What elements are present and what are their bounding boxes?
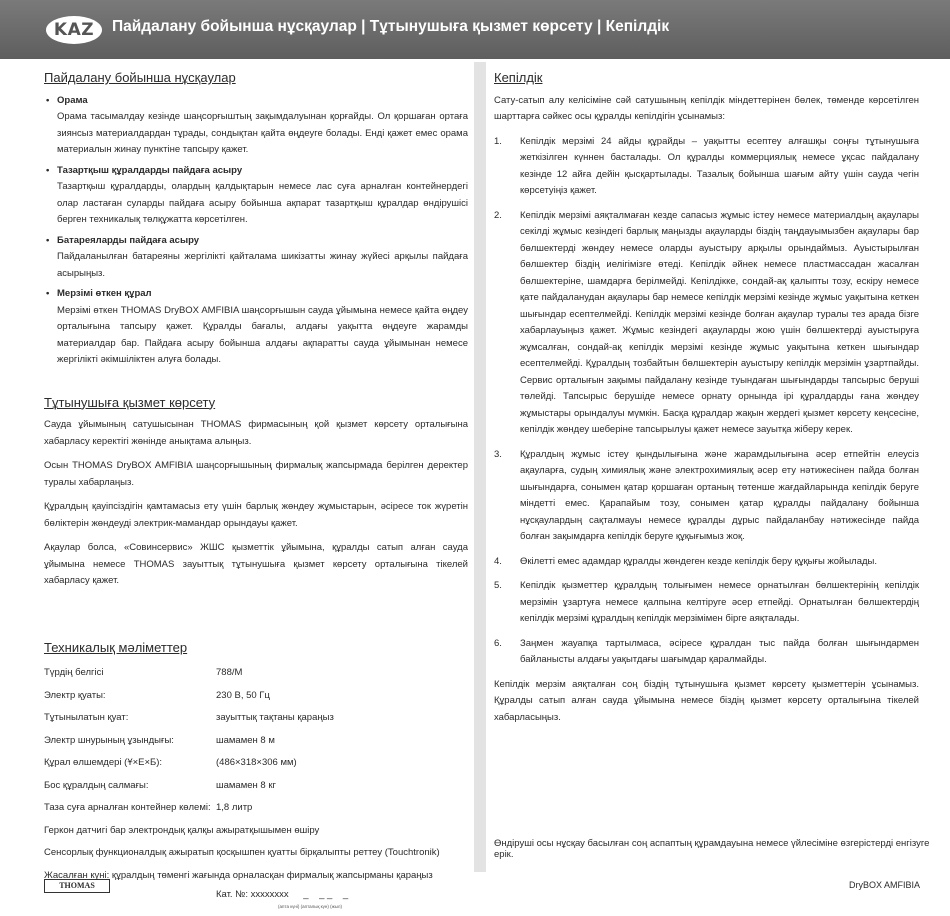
item-number: 4. [494, 555, 502, 567]
spec-value: зауыттық тақтаны қараңыз [216, 712, 334, 723]
item-text: Өкілетті емес адамдар құралды жөндеген кезде кепілдік беру құқығы жойылады. [520, 555, 878, 567]
warranty-title: Кепілдік [494, 70, 543, 85]
spec-label: Құрал өлшемдері (Ұ×Е×Б): [44, 757, 163, 768]
spec-row [44, 707, 468, 730]
spec-label: Тұтынылатын қуат: [44, 712, 129, 723]
spec-label: Таза суға арналған контейнер көлемі: [44, 802, 211, 813]
column-divider [474, 62, 486, 872]
warranty-item [494, 554, 919, 571]
instruction-item-title: • Батареяларды пайдаға асыру [44, 233, 468, 250]
spec-row [44, 730, 468, 753]
warranty-list [494, 134, 919, 669]
instruction-item-text: Орама тасымалдау кезінде шаңсорғыштың зақымдалуынан қорғайды. Ол қоршаған ортаға зиянсыз материалдардан тұрады, сондықтан қайта өңдеуге болады. Енді қажет емес орама материалын жинау пунктіне тапсыру қажет. [57, 111, 468, 155]
spec-value: 1,8 литр [216, 802, 253, 813]
specs-table [44, 662, 468, 909]
model-name: DryBOX AMFIBIA [848, 880, 920, 890]
warranty-item [494, 447, 919, 546]
spec-row [44, 685, 468, 708]
spec-label: Электр қуаты: [44, 689, 106, 701]
warranty-intro: Сату-сатып алу келісіміне сәй сатушының кепілдік міндеттерінен бөлек, төменде көрсетілген шарттарға сәйкес осы құралды кепілдігін ұсынамыз: [494, 94, 919, 122]
service-paragraph: Құралдың қауіпсіздігін қамтамасыз ету үшін барлық жөндеу жұмыстарын, әсіресе ток жүретін бөліктерін жөндеуді электрик-мамандар орындауы қажет. [44, 501, 468, 529]
item-text: Құралдың жұмыс істеу қындылығына және жарамдылығына әсер етпейтін елеусіз ақауларға, судың химиялық және электрохимиялық әсер ету нәтижесінен пайда болған шығындарға, сонымен қатар қоршаған ортаның төтенше жағдайларында кепілдік беруге міндетті емес. Қарапайым тозу, сонымен қатар құралды пайдалану бойынша нұсқаулардың сақталмауы немесе құралды дұрыс пайдаланбау нәтижесінде пайда болған зақымдарға кепілдік беруге құқығымыз жоқ. [520, 448, 919, 542]
service-paragraph: Осын THOMAS DryBOX AMFIBIA шаңсорғышының фирмалық жапсырмада берілген деректер туралы хабарлаңыз. [44, 460, 468, 488]
catalog-number [216, 887, 468, 909]
instruction-item-title: • Орама [44, 93, 468, 110]
catalog-blanks: _ _ _ _ [303, 889, 349, 900]
catalog-label: Кат. №: xxxxxxxx [216, 889, 289, 900]
left-column [44, 70, 468, 909]
page-title: Пайдалану бойынша нұсқаулар | Тұтынушыға қызмет көрсету | Кепілдік [112, 18, 670, 35]
spec-row [44, 752, 468, 775]
thomas-logo: THOMAS [44, 879, 110, 893]
warranty-item [494, 208, 919, 439]
spec-value: шамамен 8 кг [216, 779, 276, 791]
kaz-logo: KAZ [46, 16, 102, 44]
item-text: Кепілдік мерзімі 24 айды құрайды – уақытты есептеу алғашқы соңғы тұтынушыға жеткізілген күннен басталады. Ол құралды коммерциялық немесе ұқсас пайдалану кезінде 12 айға дейін қысқартылады. Тазалық бойынша шағым айту үшін сауда чегін көрсетуіңіз қажет. [520, 135, 919, 196]
spec-value: шамамен 8 м [216, 734, 275, 746]
service-paragraph: Ақаулар болса, «Совинсервис» ЖШС қызметтік ұйымына, құралды сатып алған сауда ұйымына немесе THOMAS зауыттық тұтынушыға қызмет көрсету орталығына тікелей хабарласу қажет. [44, 542, 468, 586]
right-column [494, 70, 919, 734]
instructions-list [44, 93, 468, 369]
manufacturer-note: Өндіруші осы нұсқау басылған соң аспаптың құрамдауына немесе үйлесіміне өзгерістерді енгізуге ерік. [494, 838, 930, 860]
spec-row [44, 775, 468, 798]
item-number: 6. [494, 637, 502, 649]
item-number: 1. [494, 135, 502, 147]
warranty-item [494, 578, 919, 628]
warranty-item [494, 636, 919, 669]
catalog-sub: (апта күні) (апталық күн) (жыл) [278, 904, 343, 909]
instructions-title: Пайдалану бойынша нұсқаулар [44, 70, 236, 85]
spec-label: Бос құралдың салмағы: [44, 779, 149, 791]
service-paragraph: Сауда ұйымының сатушысынан THOMAS фирмасының қой қызмет көрсету орталығына хабарласу керектігі жөнінде анықтама алыңыз. [44, 419, 468, 447]
spec-value: 788/M [216, 667, 243, 678]
warranty-item [494, 134, 919, 200]
specs-title: Техникалық мәліметтер [44, 639, 188, 655]
instruction-item-text: Пайдаланылған батареяны жергілікті қайталама шикізатты жинау жүйесі арқылы пайдаға асырыңыз. [57, 251, 468, 279]
service-title: Тұтынушыға қызмет көрсету [44, 394, 216, 410]
spec-row [44, 662, 468, 685]
warranty-outro: Кепілдік мерзім аяқталған соң біздің тұтынушыға қызмет көрсету қызметтерін ұсынамыз. Құралды сатып алған сауда ұйымына немесе біздің қызмет көрсету орталығына тікелей хабарласыңыз. [494, 678, 919, 723]
spec-value: 230 В, 50 Гц [216, 689, 270, 701]
spec-note: Геркон датчигі бар электрондық қалқы ажыратқышымен өшіру [44, 824, 320, 836]
item-number: 5. [494, 580, 502, 591]
spec-note: Жасалған күні: құралдың төменгі жағында орналасқан фирмалық жапсырманы қараңыз [44, 869, 433, 881]
spec-value: (486×318×306 мм) [216, 757, 297, 768]
item-number: 3. [494, 448, 502, 460]
spec-row [44, 797, 468, 820]
spec-label: Электр шнурының ұзындығы: [44, 734, 174, 746]
spec-note: Сенсорлық функционалдық ажыратып қосқышпен қуатты бірқалыпты реттеу (Touchtronik) [44, 847, 440, 858]
item-text: Заңмен жауапқа тартылмаса, әсіресе құралдан тыс пайда болған шығындармен байланысты алдағы уақытдағы шағымдар қаралмайды. [520, 637, 919, 665]
item-text: Кепілдік қызметтер құралдың толығымен немесе орнатылған бөлшектерінің кепілдік мерзімін ұзартуға немесе қалпына келтіруге әсер етпейді. Орнатылған бөлшектердің кепілдік мерзімі құралдың кепілдік мерзімімен бірге аяқталады. [520, 580, 919, 624]
spec-label: Түрдің белгісі [44, 667, 104, 678]
instruction-item-text: Мерзімі өткен THOMAS DryBOX AMFIBIA шаңсорғышын сауда ұйымына немесе қайта өңдеу орталығына тапсыру қажет. Құралды бағалы, алдағы уақытта өңдеуге жарамды материалдар бар. Пайдаға асыру бойынша алдағы ақпаратты сауда ұйымынан немесе жергілікті әкімшіліктен алуға болады. [57, 304, 468, 365]
item-number: 2. [494, 209, 502, 221]
instruction-item-title: • Тазартқыш құралдарды пайдаға асыру [44, 163, 468, 180]
item-text: Кепілдік мерзімі аяқталмаған кезде сапасыз жұмыс істеу немесе материалдың ақаулары секілді жұмыс кезіндегі барлық маңызды ақауларды біздің таңдауымызбен ақаулары бар бөлшектерді жөндеу немесе оларды ауыстыру арқылы орындаймыз. Ауыстырылған бөлшектер біздің иелігімізге өтеді. Кепілдік әйнек немесе пластмассадан жасалған бөлшектеріне, шамдарға берілмейді. Кепілдікке, сондай-ақ қалыпты тозу, ескіру немесе қате пайдаланудан ақаулары бар немесе кепілдік мерзімі кезінде жұмыс уақытына кеткен шығындар есептелмейді. Кепілдік мерзімі кезінде болған ақаулар туралы тез арада бізге хабарлауыңыз қажет. Жұмыс кезіндегі ақауларды жою үшін бөлшектерді ауыстыруға жұмсалған, сондай-ақ кепілдік мерзімі кезінде жұмыс уақытына кеткен шығындар есептелмейді. Құралдың тозбайтын бөлшектерін ауыстыру кепілдік мерзімін ұзартпайды. Сервис орталығын зақымы пайдалану кезінде туындаған шығындарды тапсырыс беруші төлейді. Тапсырыс берушіде немесе орнату орнында ірі құралдарды ғана жөндеу жұмыстары орындалуы мүмкін. Басқа құралдар жақын жердегі қызмет көрсету кеңсесіне, кепілдік жөндеу шеберіне тапсырылуы қажет немесе зауытқа жіберу керек. [520, 209, 919, 435]
instruction-item-text: Тазартқыш құралдарды, олардың қалдықтарын немесе лас суға арналған контейнердегі олар ластаған суларды пайдаға асыру бойынша ақпарат тазартқыш құралдар өндірушісі берген техникалық төлқұжатта көрсетілген. [57, 181, 468, 225]
header-bar [0, 0, 950, 59]
instruction-item-title: • Мерзімі өткен құрал [44, 286, 468, 303]
